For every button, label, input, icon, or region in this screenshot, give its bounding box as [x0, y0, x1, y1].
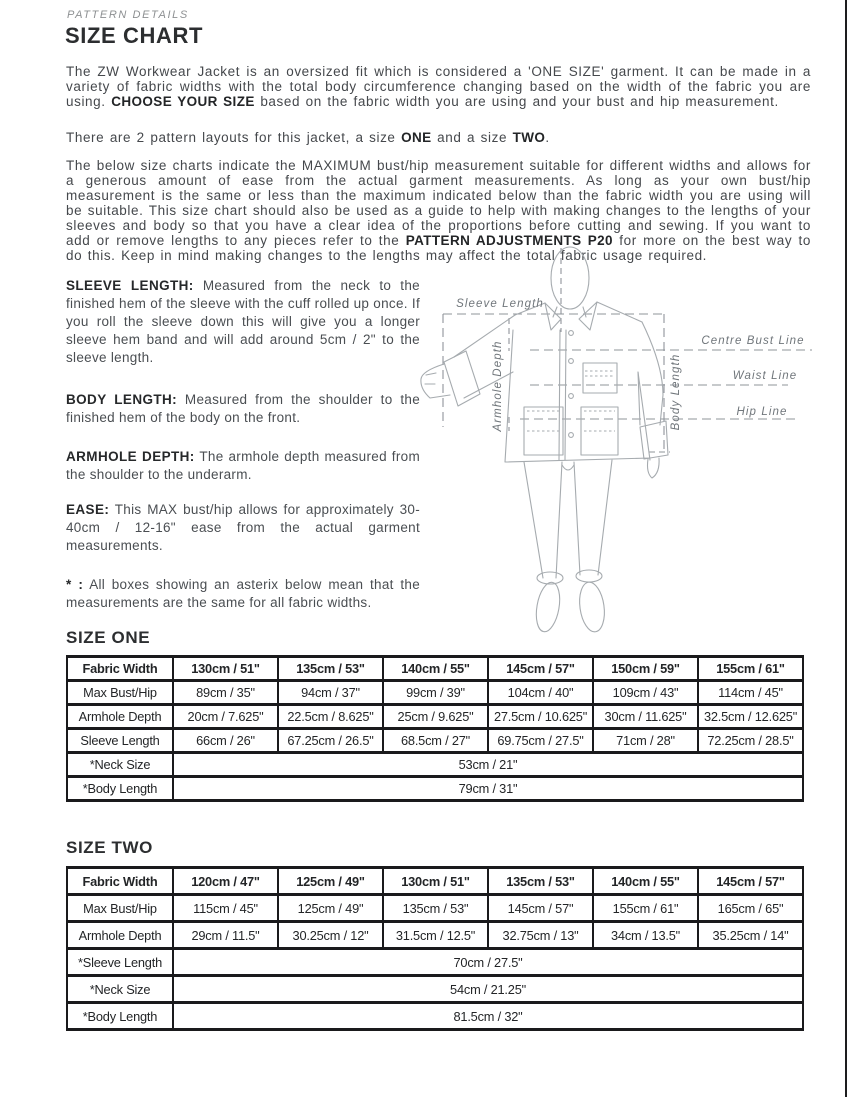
jacket-collar-right — [579, 302, 597, 330]
row-label: *Sleeve Length — [67, 949, 173, 976]
left-sleeve-cuff — [444, 351, 480, 406]
jacket-button — [569, 394, 574, 399]
row-label: *Neck Size — [67, 753, 173, 777]
table-cell: 115cm / 45" — [173, 895, 278, 922]
table-cell: 32.5cm / 12.625" — [698, 705, 803, 729]
table-cell: 69.75cm / 27.5" — [488, 729, 593, 753]
definition-label: BODY LENGTH: — [66, 391, 178, 407]
size-two-heading: SIZE TWO — [66, 838, 153, 857]
text-run: for more on the best way to do this. Keep in mind making changes to the lengths may affect the total fabric usage required. — [66, 232, 811, 263]
table-row — [67, 681, 803, 705]
definition-label: * : — [66, 576, 84, 592]
column-header: 140cm / 55" — [383, 657, 488, 681]
table-cell: 72.25cm / 28.5" — [698, 729, 803, 753]
table-cell: 30.25cm / 12" — [278, 922, 383, 949]
definition-ease — [66, 501, 420, 555]
definition-asterisk — [66, 576, 420, 612]
row-label: *Neck Size — [67, 976, 173, 1003]
figure-right-hand — [648, 458, 660, 478]
table-cell: 94cm / 37" — [278, 681, 383, 705]
figure-legs — [524, 460, 612, 578]
table-cell: 29cm / 11.5" — [173, 922, 278, 949]
waist-line-label: Waist Line — [732, 370, 798, 382]
definition-text: The armhole depth measured from the shoulder to the underarm. — [66, 448, 420, 482]
intro-paragraph-1 — [66, 64, 811, 109]
text-run: There are 2 pattern layouts for this jacket, a size — [66, 129, 402, 145]
lower-right-pocket-stitching — [584, 411, 615, 431]
column-header: 155cm / 61" — [698, 657, 803, 681]
column-header: 145cm / 57" — [488, 657, 593, 681]
header-row — [67, 657, 803, 681]
row-label: Armhole Depth — [67, 922, 173, 949]
figure-crotch — [562, 465, 574, 470]
table-cell-span: 79cm / 31" — [173, 777, 803, 801]
table-row — [67, 976, 803, 1003]
table-cell: 165cm / 65" — [698, 895, 803, 922]
table-cell: 30cm / 11.625" — [593, 705, 698, 729]
table-row — [67, 1003, 803, 1030]
table-cell: 31.5cm / 12.5" — [383, 922, 488, 949]
page-title: SIZE CHART — [65, 23, 203, 48]
column-header: 135cm / 53" — [488, 868, 593, 895]
page-edge-line — [845, 0, 847, 1097]
table-row — [67, 777, 803, 801]
measurement-diagram — [420, 245, 840, 645]
row-label: Max Bust/Hip — [67, 681, 173, 705]
row-label: *Body Length — [67, 1003, 173, 1030]
table-cell-span: 54cm / 21.25" — [173, 976, 803, 1003]
text-run: and a size — [431, 129, 513, 145]
table-cell: 67.25cm / 26.5" — [278, 729, 383, 753]
row-label: Armhole Depth — [67, 705, 173, 729]
table-row — [67, 922, 803, 949]
breadcrumb: PATTERN DETAILS — [67, 9, 189, 21]
size-one-emphasis: ONE — [401, 129, 432, 145]
jacket-button — [569, 331, 574, 336]
right-foot — [577, 581, 608, 634]
row-label: Max Bust/Hip — [67, 895, 173, 922]
column-header: 130cm / 51" — [173, 657, 278, 681]
table-cell: 68.5cm / 27" — [383, 729, 488, 753]
table-cell-span: 53cm / 21" — [173, 753, 803, 777]
jacket-right-sleeve — [638, 322, 663, 425]
row-label: Sleeve Length — [67, 729, 173, 753]
body-length-label: Body Length — [670, 353, 682, 431]
table-row — [67, 729, 803, 753]
column-header: 130cm / 51" — [383, 868, 488, 895]
table-row — [67, 705, 803, 729]
table-cell: 125cm / 49" — [278, 895, 383, 922]
column-header: 135cm / 53" — [278, 657, 383, 681]
column-header: 145cm / 57" — [698, 868, 803, 895]
text-run: based on the fabric width you are using and your bust and hip measurement. — [254, 93, 779, 109]
size-two-emphasis: TWO — [512, 129, 546, 145]
table-cell: 20cm / 7.625" — [173, 705, 278, 729]
definition-label: ARMHOLE DEPTH: — [66, 448, 195, 464]
table-cell: 71cm / 28" — [593, 729, 698, 753]
definition-text: Measured from the shoulder to the finished hem of the body on the front. — [66, 391, 420, 425]
table-cell: 114cm / 45" — [698, 681, 803, 705]
size-one-table — [66, 655, 804, 802]
hip-line-label: Hip Line — [736, 406, 788, 418]
jacket-button — [569, 433, 574, 438]
table-cell: 145cm / 57" — [488, 895, 593, 922]
text-run: The ZW Workwear Jacket is an oversized fit which is considered a 'ONE SIZE' garment. It can be made in a variety of fabric widths with the total body circumference changing based on the width of the fabric you are using. — [66, 63, 811, 109]
text-run: . — [545, 129, 550, 145]
column-header: Fabric Width — [67, 657, 173, 681]
column-header: Fabric Width — [67, 868, 173, 895]
figure-head — [551, 247, 589, 309]
table-cell: 22.5cm / 8.625" — [278, 705, 383, 729]
definition-text: Measured from the neck to the finished hem of the sleeve with the cuff rolled up once. If you roll the sleeve down this will give you a longer sleeve hem band and will add around 5cm / 2" to the sleeve length. — [66, 277, 420, 365]
table-cell: 89cm / 35" — [173, 681, 278, 705]
row-label: *Body Length — [67, 777, 173, 801]
sleeve-length-label: Sleeve Length — [456, 298, 544, 310]
figure-left-hand — [421, 364, 450, 398]
column-header: 140cm / 55" — [593, 868, 698, 895]
definition-label: SLEEVE LENGTH: — [66, 277, 194, 293]
pattern-adjustments-emphasis: PATTERN ADJUSTMENTS P20 — [405, 232, 613, 248]
definition-sleeve-length — [66, 277, 420, 367]
table-cell: 34cm / 13.5" — [593, 922, 698, 949]
centre-bust-line-label: Centre Bust Line — [701, 335, 805, 347]
size-one-heading: SIZE ONE — [66, 628, 151, 647]
chest-pocket — [583, 363, 617, 393]
intro-paragraph-2 — [66, 130, 811, 145]
table-cell-span: 70cm / 27.5" — [173, 949, 803, 976]
choose-your-size-emphasis: CHOOSE YOUR SIZE — [111, 93, 255, 109]
table-row — [67, 949, 803, 976]
definition-armhole-depth — [66, 448, 420, 484]
table-row — [67, 895, 803, 922]
chest-pocket-stitching — [585, 371, 615, 376]
column-header: 125cm / 49" — [278, 868, 383, 895]
table-cell-span: 81.5cm / 32" — [173, 1003, 803, 1030]
table-cell: 66cm / 26" — [173, 729, 278, 753]
definition-text: This MAX bust/hip allows for approximately 30-40cm / 12-16" ease from the actual garment measurements. — [66, 501, 421, 553]
definition-text: All boxes showing an asterix below mean that the measurements are the same for all fabric widths. — [66, 576, 420, 610]
definition-body-length — [66, 391, 420, 427]
table-cell: 32.75cm / 13" — [488, 922, 593, 949]
jacket-left-sleeve — [454, 315, 515, 398]
jacket-button — [569, 359, 574, 364]
definition-label: EASE: — [66, 501, 110, 517]
left-foot — [533, 580, 563, 633]
table-cell: 155cm / 61" — [593, 895, 698, 922]
right-ankle-cuff — [576, 570, 602, 582]
header-row — [67, 868, 803, 895]
table-cell: 35.25cm / 14" — [698, 922, 803, 949]
table-cell: 25cm / 9.625" — [383, 705, 488, 729]
column-header: 120cm / 47" — [173, 868, 278, 895]
table-row — [67, 753, 803, 777]
table-cell: 99cm / 39" — [383, 681, 488, 705]
left-hand-fingers — [425, 373, 436, 384]
table-cell: 27.5cm / 10.625" — [488, 705, 593, 729]
lower-left-pocket-stitching — [527, 411, 560, 431]
text-run: The below size charts indicate the MAXIMUM bust/hip measurement suitable for different widths and allows for a generous amount of ease from the actual garment measurements. As long as your own bust/hip measurement is the same or less than the maximum indicated below than the fabric width you are using will be suitable. This size chart should also be used as a guide to help with making changes to the lengths of your sleeves and body so that you have a clear idea of the proportions before cutting and sewing. If you want to add or remove lengths to any pieces refer to the — [66, 157, 811, 248]
table-cell: 109cm / 43" — [593, 681, 698, 705]
size-two-table — [66, 866, 804, 1031]
table-cell: 104cm / 40" — [488, 681, 593, 705]
column-header: 150cm / 59" — [593, 657, 698, 681]
table-cell: 135cm / 53" — [383, 895, 488, 922]
armhole-depth-label: Armhole Depth — [492, 340, 504, 432]
